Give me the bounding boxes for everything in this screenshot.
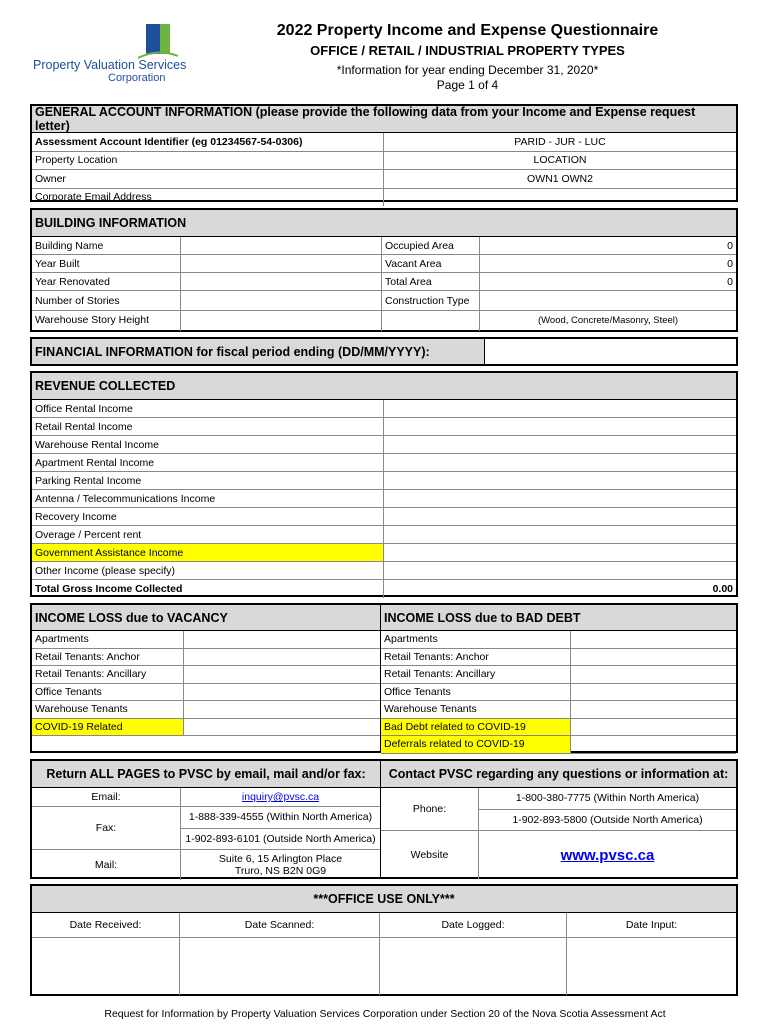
building-right-value[interactable]: 0 [480,255,736,273]
revenue-row-label: Government Assistance Income [32,544,384,561]
general-row-value[interactable]: OWN1 OWN2 [527,172,593,185]
vacancy-row-label: Office Tenants [32,684,184,701]
general-row [32,133,736,152]
building-label: Year Renovated [32,273,180,291]
revenue-row-input[interactable] [384,526,736,543]
baddebt-row-label: Bad Debt related to COVID-19 [381,719,571,736]
general-row [32,152,736,171]
building-label: Warehouse Story Height [35,314,149,326]
revenue-row [32,472,736,490]
building-right-label: Vacant Area [382,255,479,273]
baddebt-row-input[interactable] [571,649,736,666]
website-link[interactable]: www.pvsc.ca [560,846,655,864]
office-heading: ***OFFICE USE ONLY*** [32,886,736,913]
baddebt-row [381,649,736,667]
return-contact-section [30,759,738,879]
revenue-row-input[interactable] [384,544,736,561]
revenue-row-label: Recovery Income [32,508,384,525]
office-use-label: Date Input: [567,913,736,938]
baddebt-row-input[interactable] [571,719,736,736]
email-link[interactable]: inquiry@pvsc.ca [241,791,320,803]
revenue-row [32,454,736,472]
vacancy-row [32,649,380,667]
page-number: Page 1 of 4 [436,78,499,92]
vacancy-row [32,684,380,702]
general-row [32,189,736,207]
baddebt-row [381,631,736,649]
revenue-row [32,508,736,526]
page-title: 2022 Property Income and Expense Questionnaire [276,22,659,39]
revenue-row-label: Retail Rental Income [32,418,384,435]
revenue-row-input[interactable] [384,418,736,435]
office-use-section [30,884,738,996]
building-right-value[interactable]: (Wood, Concrete/Masonry, Steel) [537,314,679,326]
general-row-value[interactable]: LOCATION [533,154,587,167]
building-label: Building Name [32,237,180,255]
fax-label: Fax: [32,807,181,849]
building-right-label: Construction Type [382,291,479,311]
vacancy-row-input[interactable] [184,719,380,736]
contact-heading: Contact PVSC regarding any questions or information at: [381,761,736,788]
building-label: Year Built [32,255,180,273]
building-right-value[interactable]: 0 [480,273,736,291]
revenue-row [32,544,736,562]
phone-label: Phone: [381,788,479,830]
revenue-row [32,418,736,436]
revenue-row-input[interactable] [384,472,736,489]
revenue-heading: REVENUE COLLECTED [32,373,736,400]
vacancy-row-label: COVID-19 Related [32,719,184,736]
phone-number-2: 1-902-893-5800 (Outside North America) [512,813,703,826]
baddebt-row-input[interactable] [571,701,736,718]
return-heading: Return ALL PAGES to PVSC by email, mail and/or fax: [32,761,380,788]
vacancy-row-input[interactable] [184,684,380,701]
general-row-label: Assessment Account Identifier (eg 01234567-54-0306) [32,133,384,151]
phone-number-1: 1-800-380-7775 (Within North America) [479,788,736,810]
financial-section [30,337,738,366]
revenue-row-label: Parking Rental Income [32,472,384,489]
building-input[interactable] [181,237,381,255]
office-use-column[interactable] [180,913,380,995]
office-use-column[interactable] [380,913,567,995]
baddebt-row-label: Office Tenants [381,684,571,701]
page-subtitle: OFFICE / RETAIL / INDUSTRIAL PROPERTY TYPES [310,43,625,58]
baddebt-row-label: Deferrals related to COVID-19 [381,736,571,753]
vacancy-row-label: Warehouse Tenants [32,701,184,718]
general-row-label: Property Location [32,152,384,170]
baddebt-row-label: Retail Tenants: Ancillary [381,666,571,683]
baddebt-row-label: Retail Tenants: Anchor [381,649,571,666]
logo [33,22,193,92]
general-heading: GENERAL ACCOUNT INFORMATION (please provide the following data from your Income and Expense request letter) [32,106,736,133]
general-account-section [30,104,738,202]
total-gross-value: 0.00 [712,583,733,595]
office-use-label: Date Scanned: [180,913,379,938]
vacancy-row-input[interactable] [184,666,380,683]
baddebt-heading: INCOME LOSS due to BAD DEBT [381,605,736,631]
building-section [30,208,738,332]
revenue-section [30,371,738,597]
vacancy-row [32,701,380,719]
vacancy-heading: INCOME LOSS due to VACANCY [32,605,380,631]
revenue-row [32,436,736,454]
general-row-label: Corporate Email Address [32,189,384,207]
email-label: Email: [32,788,181,806]
baddebt-row [381,701,736,719]
revenue-row-input[interactable] [384,490,736,507]
vacancy-row [32,631,380,649]
building-right-value[interactable] [480,291,736,311]
baddebt-row-label: Warehouse Tenants [381,701,571,718]
vacancy-row-label: Apartments [32,631,184,648]
general-row [32,170,736,189]
mail-address-2: Truro, NS B2N 0G9 [234,865,327,877]
info-line: *Information for year ending December 31, 2020* [336,63,599,77]
vacancy-row [32,719,380,737]
mail-label: Mail: [32,850,181,880]
website-label: Website [381,831,479,879]
building-input[interactable] [181,273,381,291]
revenue-row-input[interactable] [384,562,736,579]
logo-line1: Property Valuation Services [33,58,187,72]
revenue-row-label: Antenna / Telecommunications Income [32,490,384,507]
revenue-row-label: Other Income (please specify) [32,562,384,579]
building-input[interactable] [181,291,381,311]
building-input[interactable] [181,255,381,273]
revenue-row-input[interactable] [384,436,736,453]
building-right-label: Occupied Area [382,237,479,255]
fax-number-1: 1-888-339-4555 (Within North America) [181,807,380,829]
total-gross-label: Total Gross Income Collected [32,580,384,598]
footer-text: Request for Information by Property Valuation Services Corporation under Section 20 of the Nova Scotia Assessment Act [104,1008,666,1020]
logo-line2: Corporation [108,72,166,84]
baddebt-row [381,736,736,754]
building-right-value[interactable]: 0 [480,237,736,255]
building-right-label [382,311,479,329]
revenue-row-input[interactable] [384,400,736,417]
office-use-label: Date Received: [32,913,179,938]
vacancy-row-input[interactable] [184,701,380,718]
office-use-label: Date Logged: [380,913,566,938]
revenue-row-input[interactable] [384,454,736,471]
general-row-value[interactable]: PARID - JUR - LUC [514,135,606,148]
baddebt-row [381,684,736,702]
baddebt-row-input[interactable] [571,736,736,753]
building-heading: BUILDING INFORMATION [32,210,736,237]
vacancy-row-label: Retail Tenants: Anchor [32,649,184,666]
revenue-row [32,400,736,418]
building-input[interactable] [181,311,381,329]
office-use-column[interactable] [32,913,180,995]
financial-heading: FINANCIAL INFORMATION for fiscal period ending (DD/MM/YYYY): [32,339,485,364]
revenue-row [32,562,736,580]
logo-mark-icon [138,22,178,62]
vacancy-row-input[interactable] [184,649,380,666]
revenue-row [32,490,736,508]
building-right-label: Total Area [382,273,479,291]
mail-address-1: Suite 6, 15 Arlington Place [218,853,343,865]
baddebt-row-input[interactable] [571,631,736,648]
vacancy-row-label: Retail Tenants: Ancillary [32,666,184,683]
vacancy-row-input[interactable] [184,631,380,648]
revenue-row-label: Apartment Rental Income [32,454,384,471]
baddebt-row-input[interactable] [571,666,736,683]
general-row-label: Owner [32,170,384,188]
revenue-row-label: Office Rental Income [32,400,384,417]
fiscal-period-field[interactable] [485,339,736,364]
revenue-row-label: Overage / Percent rent [32,526,384,543]
fax-number-2: 1-902-893-6101 (Outside North America) [185,832,376,845]
office-use-column[interactable] [567,913,736,995]
revenue-row [32,526,736,544]
baddebt-row-input[interactable] [571,684,736,701]
revenue-row-label: Warehouse Rental Income [32,436,384,453]
baddebt-row [381,666,736,684]
baddebt-row-label: Apartments [381,631,571,648]
income-loss-section [30,603,738,753]
general-row-value[interactable] [384,189,736,207]
vacancy-row [32,666,380,684]
building-label: Number of Stories [32,291,180,311]
revenue-row-input[interactable] [384,508,736,525]
baddebt-row [381,719,736,737]
